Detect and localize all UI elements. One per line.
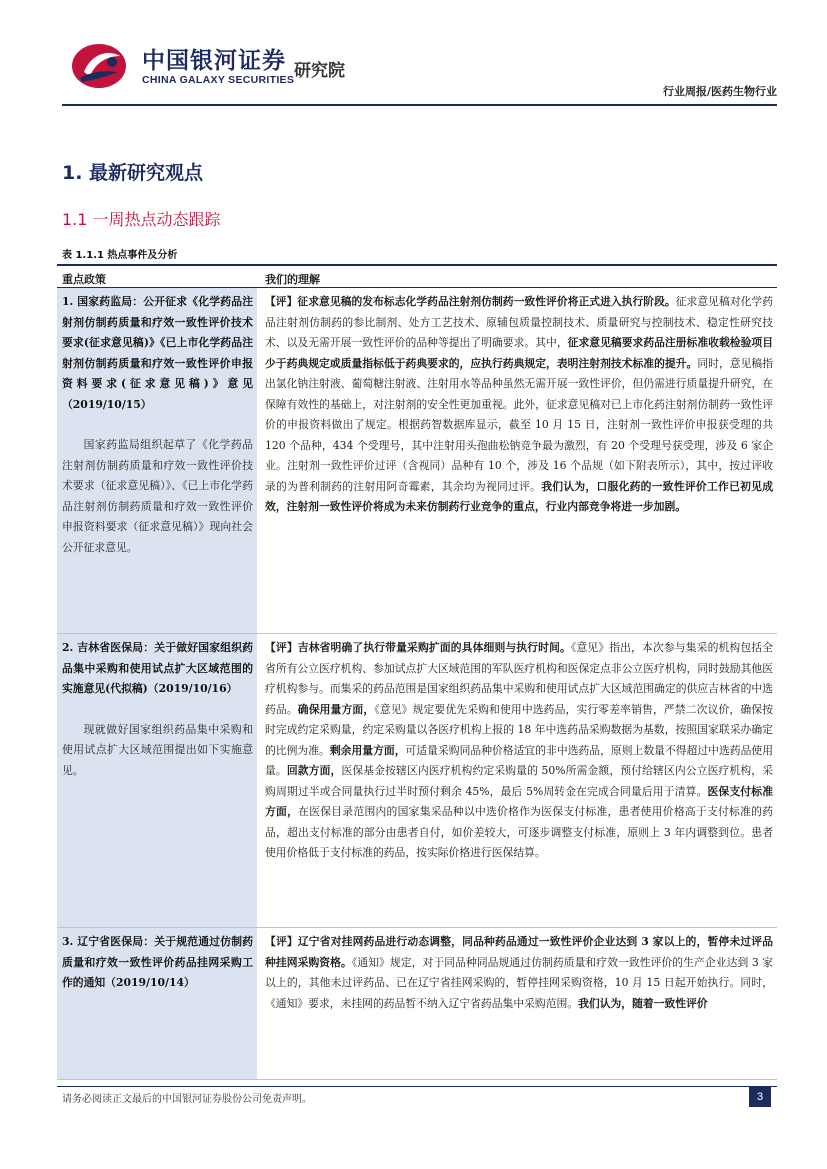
analysis-text: 医保基金按辖区内医疗机构约定采购量的 50%所需金额，预付给辖区内公立医疗机构，采购周期过半或合同量执行过半时预付剩余 45%，最后 5%周转金在完成合同量后用于清算。 bbox=[265, 764, 774, 798]
brand-name-cn: 中国银河证券 bbox=[142, 48, 286, 74]
analysis-text: 征求意见稿要求药品注册标准收载检验项目少于药典规定或质量指标低于药典要求的，应执行药典规定，表明注射剂技术标准的提升。 bbox=[265, 336, 774, 370]
column-header-analysis: 我们的理解 bbox=[265, 273, 320, 286]
policy-cell bbox=[57, 288, 257, 633]
policy-cell bbox=[57, 634, 257, 927]
table-header bbox=[57, 264, 777, 288]
institute-label: 研究院 bbox=[294, 61, 345, 81]
footer-divider bbox=[57, 1086, 777, 1087]
section-heading: 1. 最新研究观点 bbox=[62, 162, 204, 184]
brand-name-en: CHINA GALAXY SECURITIES bbox=[142, 74, 295, 86]
policy-title: 1. 国家药监局：公开征求《化学药品注射剂仿制药质量和疗效一致性评价技术要求(征求意见稿)》《已上市化学药品注射剂仿制药质量和疗效一致性评价申报资料要求(征求意见稿)》意见（2019/10/15） bbox=[62, 295, 253, 411]
analysis-text: 在医保目录范围内的国家集采品种以中选价格作为医保支付标准，患者使用价格高于支付标准的药品，超出支付标准的部分由患者自付，如价差较大，可逐步调整支付标准，原则上 3 年内调整到位。患者使用价格低于支付标准的药品，按实际价格进行医保结算。 bbox=[265, 805, 774, 859]
subsection-heading: 1.1 一周热点动态跟踪 bbox=[62, 210, 221, 229]
policy-title: 3. 辽宁省医保局：关于规范通过仿制药质量和疗效一致性评价药品挂网采购工作的通知（2019/10/14） bbox=[62, 935, 253, 989]
table-row bbox=[57, 634, 777, 928]
table-row bbox=[57, 928, 777, 1080]
analysis-cell bbox=[257, 634, 777, 927]
analysis-text: 《意见》指出，本次参与集采的机构包括全省所有公立医疗机构、参加试点扩大区域范围的军队医疗机构和医保定点非公立医疗机构，同时鼓励其他医疗机构参与。而集采的药品范围是国家组织药品集中采购和使用试点扩大区域范围确定的供应吉林省的中选药品。 bbox=[265, 641, 773, 716]
analysis-text: 【评】征求意见稿的发布标志化学药品注射剂仿制药一致性评价将正式进入执行阶段。 bbox=[265, 295, 676, 308]
analysis-cell bbox=[257, 928, 777, 1079]
analysis-text: 《意见》规定要优先采购和使用中选药品，实行零差率销售，严禁二次议价，确保按时完成约定采购量，约定采购量以各医疗机构上报的 18 年中选药品采购数据为基数，按照国家联采办确定的比例为准。 bbox=[265, 702, 773, 757]
column-header-policy: 重点政策 bbox=[62, 273, 106, 286]
analysis-text: 回款方面， bbox=[286, 764, 342, 777]
disclaimer-note: 请务必阅读正文最后的中国银河证券股份公司免责声明。 bbox=[62, 1094, 312, 1105]
analysis-text: 同时，意见稿指出氯化钠注射液、葡萄糖注射液、注射用水等品种虽然无需开展一致性评价，但仍需进行质量提升研究，在保障有效性的基础上，对注射剂的安全性更加重视。此外，征求意见稿对已上市化药注射剂仿制药一致性评价的申报资料做出了规定。根据药智数据库显示，截至 10 月 15 日，注射剂一致性评价申报获受理的共 120 个品种，434 个受理号，其中注射用头孢曲松钠竞争最为激烈，有 20 个受理号获受理，涉及 6 家企业。注射剂一致性评价过评（含视同）品种有 10 个，涉及 16 个品规（如下附表所示），其中，按过评收录的为普利制药的注射用阿奇霉素，其余均为视同过评。 bbox=[265, 356, 774, 493]
policy-cell bbox=[57, 928, 257, 1079]
events-table bbox=[57, 264, 777, 1080]
analysis-text: 确保用量方面， bbox=[297, 702, 375, 716]
analysis-text: 我们认为，随着一致性评价 bbox=[578, 996, 708, 1010]
header-divider bbox=[62, 104, 777, 106]
policy-summary: 国家药监局组织起草了《化学药品注射剂仿制药质量和疗效一致性评价技术要求（征求意见稿）》、《已上市化学药品注射剂仿制药质量和疗效一致性评价申报资料要求（征求意见稿）》现向社会公开征求意见。 bbox=[62, 438, 253, 554]
policy-summary: 现就做好国家组织药品集中采购和使用试点扩大区域范围提出如下实施意见。 bbox=[62, 722, 253, 777]
page-header bbox=[62, 40, 777, 102]
analysis-text: 我们认为，口服化药的一致性评价工作已初见成效，注射剂一致性评价将成为未来仿制药行业竞争的重点，行业内部竞争将进一步加剧。 bbox=[265, 479, 774, 513]
galaxy-logo-icon bbox=[70, 42, 128, 90]
analysis-text: 《通知》规定，对于同品种同品规通过仿制药质量和疗效一致性评价的生产企业达到 3 家以上的，其他未过评药品、已在辽宁省挂网采购的，暂停挂网采购资格，10 月 15 日起开始执行。同时，《通知》要求，未挂网的药品暂不纳入辽宁省药品集中采购范围。 bbox=[265, 955, 773, 1010]
table-caption: 表 1.1.1 热点事件及分析 bbox=[62, 250, 178, 261]
analysis-text: 征求意见稿对化学药品注射剂仿制药的参比制剂、处方工艺技术、原辅包质量控制技术、质量研究与控制技术、稳定性研究技术、以及无需开展一致性评价的品种等提出了明确要求。其中， bbox=[265, 295, 774, 349]
analysis-text: 【评】吉林省明确了执行带量采购扩面的具体细则与执行时间。 bbox=[265, 641, 571, 654]
analysis-cell bbox=[257, 288, 777, 633]
report-category: 行业周报/医药生物行业 bbox=[662, 85, 777, 98]
analysis-text: 医保支付标准方面， bbox=[265, 784, 773, 818]
policy-title: 2. 吉林省医保局：关于做好国家组织药品集中采购和使用试点扩大区域范围的实施意见(代拟稿)（2019/10/16） bbox=[62, 641, 253, 695]
analysis-text: 剩余用量方面， bbox=[329, 743, 406, 757]
page-number: 3 bbox=[749, 1087, 771, 1107]
analysis-text: 可适量采购同品种价格适宜的非中选药品，原则上数量不得超过中选药品使用量。 bbox=[265, 743, 774, 777]
table-row bbox=[57, 288, 777, 634]
analysis-text: 【评】辽宁省对挂网药品进行动态调整，同品种药品通过一致性评价企业达到 3 家以上的，暂停未过评品种挂网采购资格。 bbox=[265, 935, 773, 969]
